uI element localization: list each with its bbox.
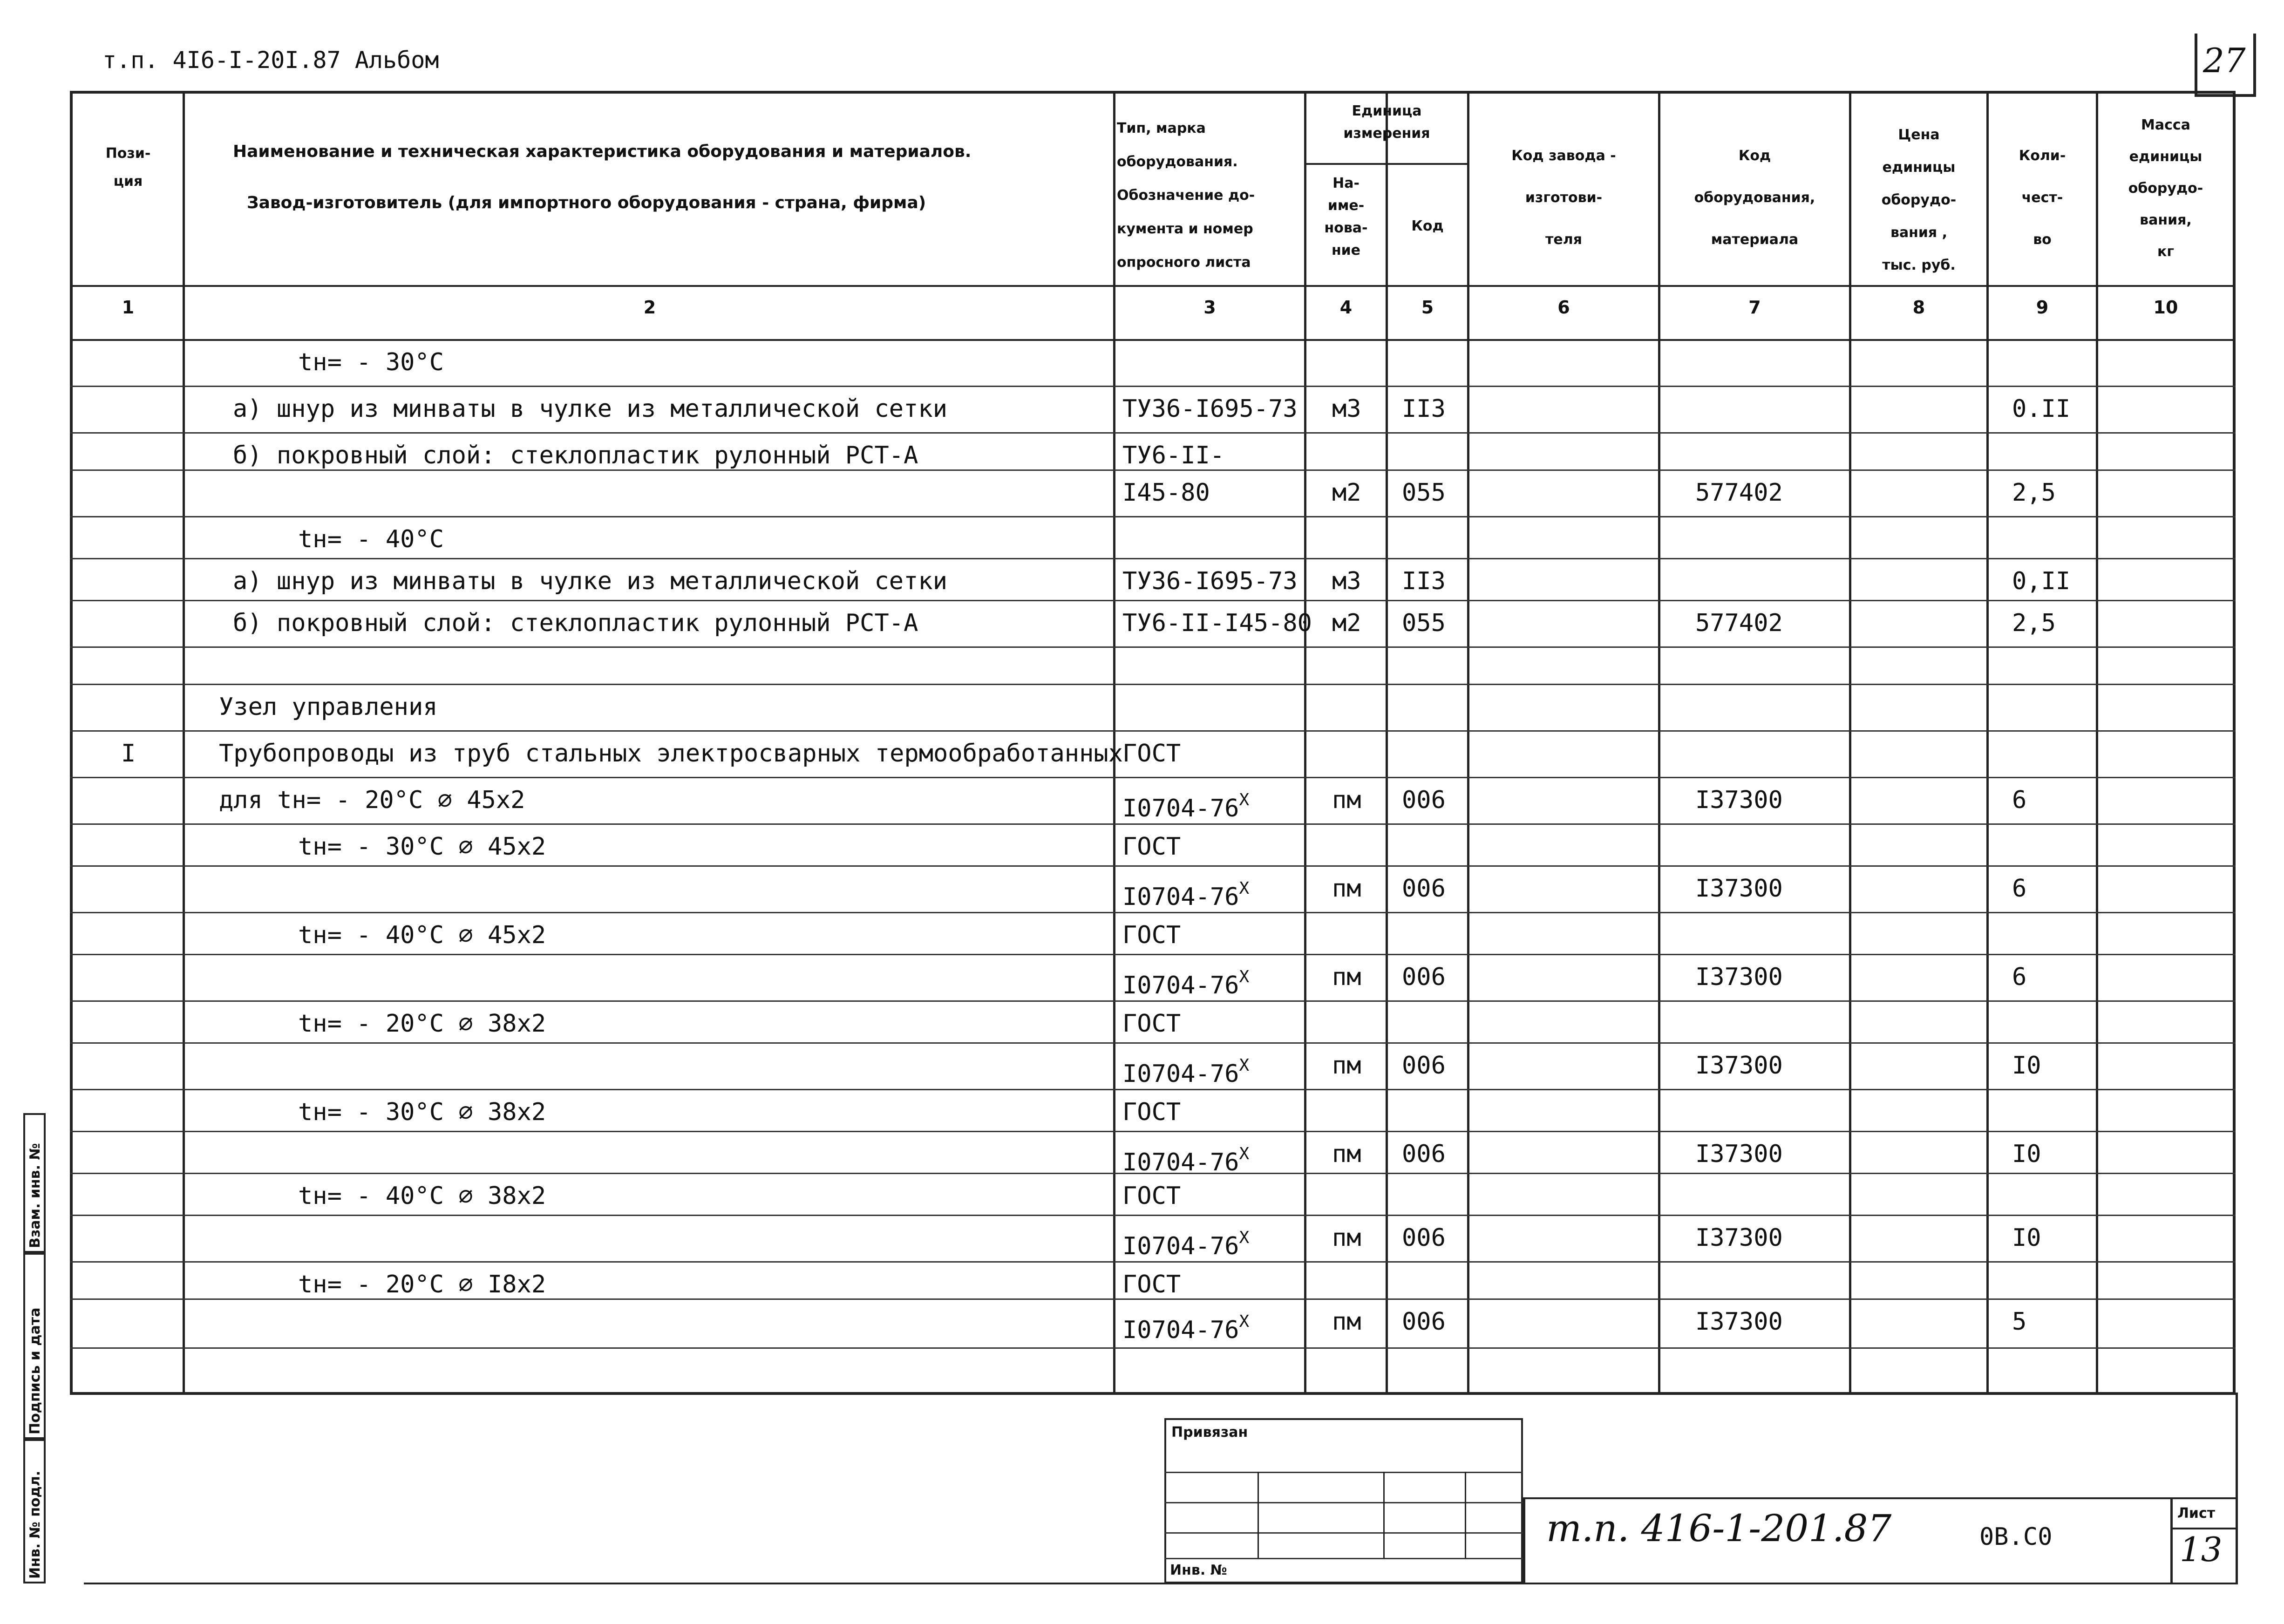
row-type: ГОСТ <box>1122 921 1181 949</box>
row-qty: I0 <box>2012 1140 2041 1168</box>
row-type: ГОСТ <box>1122 1271 1181 1298</box>
row-line <box>70 386 2236 387</box>
row-unit: пм <box>1332 963 1361 991</box>
colnum-1: 1 <box>122 297 135 318</box>
header-price: Цена единицы оборудо- вания , тыс. руб. <box>1881 127 1957 273</box>
stamp-area-right <box>2236 1393 2238 1583</box>
superscript-x: X <box>1239 1056 1250 1075</box>
row-unit: м2 <box>1332 479 1361 507</box>
row-name: для tн= - 20°С ∅ 45x2 <box>219 786 525 814</box>
row-qty: 0.II <box>2012 395 2071 423</box>
colnum-10: 10 <box>2153 297 2178 318</box>
list-box-split <box>2170 1528 2236 1529</box>
row-unit: пм <box>1332 1224 1361 1252</box>
row-equip-code: I37300 <box>1695 786 1783 814</box>
row-name: tн= - 20°С ∅ I8x2 <box>298 1271 546 1298</box>
row-equip-code: I37300 <box>1695 875 1783 903</box>
row-equip-code: 577402 <box>1695 609 1783 637</box>
superscript-x: X <box>1239 1228 1250 1247</box>
inv-no-label: Инв. № <box>1170 1562 1227 1578</box>
list-number: 13 <box>2180 1530 2223 1569</box>
row-unit: пм <box>1332 875 1361 903</box>
row-unit: пм <box>1332 1140 1361 1168</box>
row-name: б) покровный слой: стеклопластик рулонный РСТ-А <box>233 609 918 637</box>
row-line <box>70 684 2236 685</box>
stamp-area-bottom <box>84 1583 2238 1584</box>
header-mass: Масса единицы оборудо- вания, кг <box>2128 117 2203 260</box>
row-unit: пм <box>1332 1308 1361 1336</box>
row-qty: 6 <box>2012 786 2027 814</box>
row-line <box>70 1089 2236 1090</box>
superscript-x: X <box>1239 967 1250 986</box>
row-unit-code: II3 <box>1402 567 1446 595</box>
row-name: tн= - 40°С ∅ 45x2 <box>298 921 546 949</box>
stamp-line-3 <box>1164 1532 1523 1534</box>
row-unit: м3 <box>1332 395 1361 423</box>
row-type: $I0704-76^X$ <box>1122 1312 1250 1344</box>
colnum-3: 3 <box>1203 297 1216 318</box>
row-type: $I0704-76^X$ <box>1122 1144 1250 1176</box>
side-label-invpodl: Инв. № подл. <box>27 1470 43 1579</box>
row-line <box>70 600 2236 601</box>
header-unit-code: Код <box>1411 218 1444 234</box>
row-line <box>70 1000 2236 1002</box>
row-line <box>70 469 2236 471</box>
row-equip-code: I37300 <box>1695 1308 1783 1336</box>
colnum-bottom-line <box>70 339 2236 341</box>
unit-header-split <box>1304 163 1467 165</box>
row-name: tн= - 20°С ∅ 38x2 <box>298 1010 546 1038</box>
row-line <box>70 646 2236 648</box>
header-name-line2: Завод-изготовитель (для импортного оборудования - страна, фирма) <box>247 193 926 212</box>
row-name: tн= - 30°С ∅ 38x2 <box>298 1098 546 1126</box>
row-qty: 0,II <box>2012 567 2071 595</box>
header-name-line1: Наименование и техническая характеристика оборудования и материалов. <box>233 142 972 161</box>
row-qty: 2,5 <box>2012 479 2056 507</box>
header-unit-name: На- име- нова- ние <box>1324 175 1368 258</box>
list-label: Лист <box>2177 1505 2216 1522</box>
side-label-podpis: Подпись и дата <box>27 1307 43 1434</box>
row-type: $I0704-76^X$ <box>1122 1056 1250 1088</box>
row-line <box>70 1131 2236 1132</box>
row-type: ГОСТ <box>1122 1098 1181 1126</box>
row-name: tн= - 40°С ∅ 38x2 <box>298 1182 546 1210</box>
row-name: Трубопроводы из труб стальных электросварных термообработанных <box>219 740 1123 768</box>
row-name: а) шнур из минваты в чулке из металлической сетки <box>233 567 948 595</box>
header-type: Тип, марка оборудования. Обозначение до- кумента и номер опросного листа <box>1117 120 1255 271</box>
row-unit-code: 006 <box>1402 1308 1446 1336</box>
row-unit-code: 006 <box>1402 1052 1446 1080</box>
row-equip-code: I37300 <box>1695 1140 1783 1168</box>
row-qty: 6 <box>2012 963 2027 991</box>
corner-page-number: 27 <box>2203 41 2246 80</box>
colnum-2: 2 <box>643 297 656 318</box>
row-pos: I <box>121 740 136 768</box>
row-line <box>70 516 2236 517</box>
row-line <box>70 954 2236 955</box>
row-unit-code: 006 <box>1402 786 1446 814</box>
row-qty: 5 <box>2012 1308 2027 1336</box>
row-type: $I0704-76^X$ <box>1122 879 1250 911</box>
row-line <box>70 1298 2236 1300</box>
row-type: I45-80 <box>1122 479 1210 507</box>
row-unit: м2 <box>1332 609 1361 637</box>
row-unit-code: 006 <box>1402 1224 1446 1252</box>
stamp-vline-2 <box>1383 1472 1385 1558</box>
row-type: ГОСТ <box>1122 1182 1181 1210</box>
title-top-border <box>1523 1497 2236 1499</box>
colnum-8: 8 <box>1912 297 1925 318</box>
header-pos: Пози- ция <box>105 145 151 190</box>
row-name: б) покровный слой: стеклопластик рулонный РСТ-А <box>233 442 918 469</box>
colnum-9: 9 <box>2036 297 2049 318</box>
row-equip-code: 577402 <box>1695 479 1783 507</box>
colnum-5: 5 <box>1421 297 1434 318</box>
header-qty: Коли- чест- во <box>2019 148 2066 248</box>
row-type: ГОСТ <box>1122 833 1181 861</box>
row-unit: пм <box>1332 786 1361 814</box>
stamp-line-4 <box>1164 1558 1523 1559</box>
row-name: а) шнур из минваты в чулке из металлической сетки <box>233 395 948 423</box>
header-unit: Единица измерения <box>1343 103 1430 142</box>
row-type: $I0704-76^X$ <box>1122 967 1250 999</box>
row-line <box>70 1215 2236 1216</box>
stamp-line-2 <box>1164 1502 1523 1503</box>
row-equip-code: I37300 <box>1695 963 1783 991</box>
row-line <box>70 865 2236 867</box>
header-plant-code: Код завода - изготови- теля <box>1511 148 1616 248</box>
side-label-vzam: Взам. инв. № <box>27 1143 43 1248</box>
row-type: ГОСТ <box>1122 740 1181 768</box>
colnum-4: 4 <box>1339 297 1353 318</box>
row-unit: пм <box>1332 1052 1361 1080</box>
row-qty: 2,5 <box>2012 609 2056 637</box>
header-equip-code: Код оборудования, материала <box>1694 148 1815 248</box>
stamp-area-top <box>84 1393 2236 1394</box>
row-qty: I0 <box>2012 1224 2041 1252</box>
row-unit-code: 006 <box>1402 1140 1446 1168</box>
list-box-left <box>2170 1497 2173 1583</box>
row-type: ТУ6-II- <box>1122 442 1225 469</box>
row-type: ГОСТ <box>1122 1010 1181 1038</box>
superscript-x: X <box>1239 790 1250 809</box>
stamp-line-1 <box>1164 1472 1523 1473</box>
row-unit: м3 <box>1332 567 1361 595</box>
row-line <box>70 432 2236 434</box>
row-name: tн= - 30°С <box>298 348 444 376</box>
row-line <box>70 558 2236 559</box>
row-type: ТУ36-I695-73 <box>1122 567 1298 595</box>
row-name: tн= - 40°С <box>298 525 444 553</box>
row-name: tн= - 30°С ∅ 45x2 <box>298 833 546 861</box>
row-line <box>70 912 2236 913</box>
row-qty: I0 <box>2012 1052 2041 1080</box>
row-type: ТУ36-I695-73 <box>1122 395 1298 423</box>
colnum-7: 7 <box>1748 297 1761 318</box>
row-unit-code: 006 <box>1402 875 1446 903</box>
colnum-6: 6 <box>1557 297 1570 318</box>
superscript-x: X <box>1239 1312 1250 1331</box>
row-unit-code: II3 <box>1402 395 1446 423</box>
sheet-code: 0В.С0 <box>1979 1523 2053 1551</box>
row-name: Узел управления <box>219 693 438 721</box>
row-unit-code: 006 <box>1402 963 1446 991</box>
privyazan-label: Привязан <box>1171 1424 1248 1441</box>
album-header: т.п. 4I6-I-20I.87 Альбом <box>102 47 439 74</box>
doc-code-handwritten: т.п. 416-1-201.87 <box>1546 1507 1892 1550</box>
row-type: $I0704-76^X$ <box>1122 790 1250 822</box>
row-type: ТУ6-II-I45-80 <box>1122 609 1312 637</box>
row-unit-code: 055 <box>1402 609 1446 637</box>
row-line <box>70 777 2236 778</box>
row-unit-code: 055 <box>1402 479 1446 507</box>
row-line <box>70 1347 2236 1349</box>
row-equip-code: I37300 <box>1695 1224 1783 1252</box>
row-line <box>70 823 2236 825</box>
stamp-vline-1 <box>1258 1472 1259 1558</box>
superscript-x: X <box>1239 1144 1250 1163</box>
row-type: $I0704-76^X$ <box>1122 1228 1250 1260</box>
row-line <box>70 1261 2236 1263</box>
row-qty: 6 <box>2012 875 2027 903</box>
header-bottom-line <box>70 285 2236 287</box>
row-line <box>70 1042 2236 1044</box>
superscript-x: X <box>1239 879 1250 898</box>
stamp-vline-3 <box>1465 1472 1466 1558</box>
title-left-border <box>1523 1497 1525 1583</box>
row-line <box>70 730 2236 732</box>
row-equip-code: I37300 <box>1695 1052 1783 1080</box>
